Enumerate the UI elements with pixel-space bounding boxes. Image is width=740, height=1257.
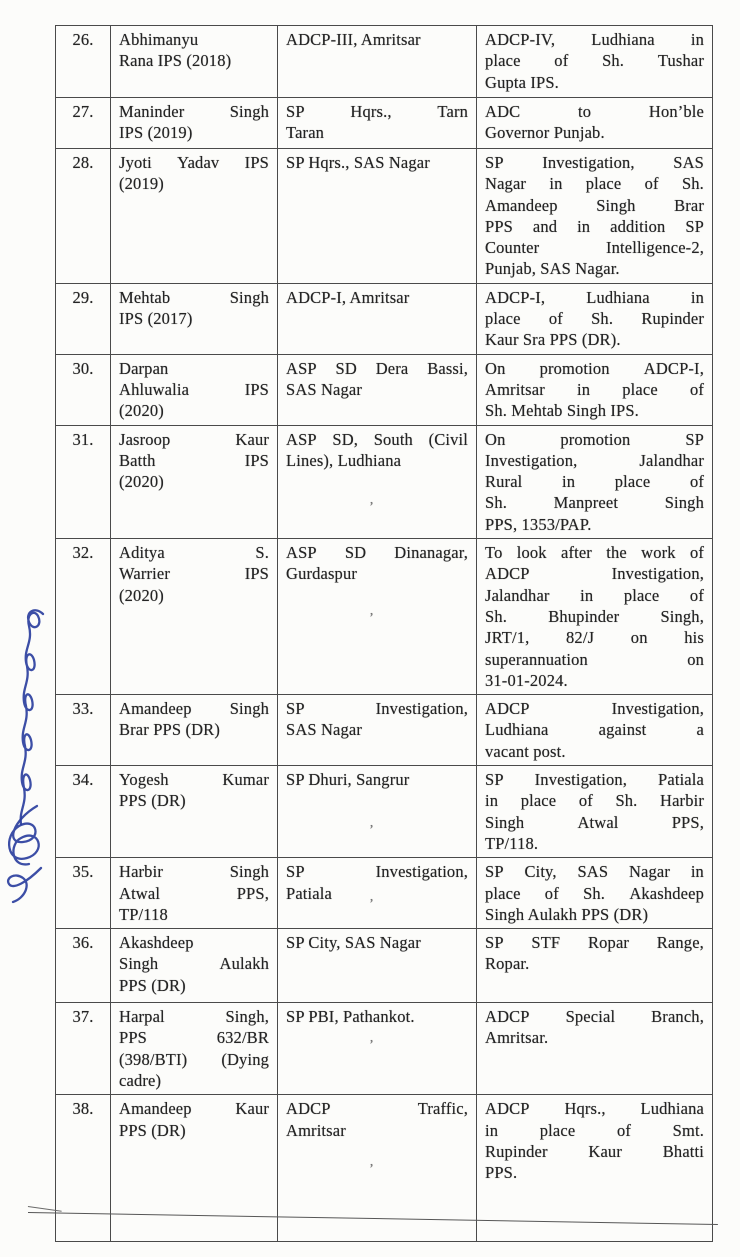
table-row bbox=[56, 929, 713, 1003]
current-posting-cell: SP Hqrs., Tarn Taran bbox=[278, 98, 477, 149]
officer-name-cell: Darpan Ahluwalia IPS (2020) bbox=[111, 354, 278, 425]
current-posting-cell: SP City, SAS Nagar bbox=[278, 929, 477, 1003]
current-posting-cell: SP Investigation, Patiala ʼ bbox=[278, 858, 477, 929]
officer-name-cell: Jasroop Kaur Batth IPS (2020) bbox=[111, 425, 278, 538]
officer-name-cell: Akashdeep Singh Aulakh PPS (DR) bbox=[111, 929, 278, 1003]
table-row bbox=[56, 766, 713, 858]
serial-number-cell: 30. bbox=[56, 354, 111, 425]
serial-number-cell: 37. bbox=[56, 1003, 111, 1095]
new-posting-cell: ADCP Investigation, Ludhiana against a vacant post. bbox=[477, 695, 713, 766]
serial-number-cell: 28. bbox=[56, 149, 111, 284]
new-posting-cell: On promotion ADCP-I, Amritsar in place of Sh. Mehtab Singh IPS. bbox=[477, 354, 713, 425]
current-posting-cell: ASP SD Dera Bassi, SAS Nagar bbox=[278, 354, 477, 425]
new-posting-cell: SP Investigation, Patiala in place of Sh. Harbir Singh Atwal PPS, TP/118. bbox=[477, 766, 713, 858]
officer-name-cell: Harbir Singh Atwal PPS, TP/118 bbox=[111, 858, 278, 929]
serial-number-cell: 33. bbox=[56, 695, 111, 766]
serial-number-cell: 26. bbox=[56, 26, 111, 98]
new-posting-cell: To look after the work of ADCP Investigation, Jalandhar in place of Sh. Bhupinder Singh, JRT/1, 82/J on his superannuation on 31-01-2024. bbox=[477, 539, 713, 695]
new-posting-cell: On promotion SP Investigation, Jalandhar Rural in place of Sh. Manpreet Singh PPS, 1353/PAP. bbox=[477, 425, 713, 538]
officer-name-cell: Maninder Singh IPS (2019) bbox=[111, 98, 278, 149]
new-posting-cell: SP Investigation, SAS Nagar in place of Sh. Amandeep Singh Brar PPS and in addition SP Counter Intelligence-2, Punjab, SAS Nagar. bbox=[477, 149, 713, 284]
table-row bbox=[56, 26, 713, 98]
table-row bbox=[56, 98, 713, 149]
serial-number-cell: 34. bbox=[56, 766, 111, 858]
serial-number-cell: 36. bbox=[56, 929, 111, 1003]
current-posting-cell: ASP SD, South (Civil Lines), Ludhiana ʼ bbox=[278, 425, 477, 538]
current-posting-cell: SP Investigation, SAS Nagar bbox=[278, 695, 477, 766]
new-posting-cell: SP STF Ropar Range, Ropar. bbox=[477, 929, 713, 1003]
officer-name-cell: Abhimanyu Rana IPS (2018) bbox=[111, 26, 278, 98]
new-posting-cell: ADCP Special Branch, Amritsar. bbox=[477, 1003, 713, 1095]
current-posting-cell: SP PBI, Pathankot. ʼ bbox=[278, 1003, 477, 1095]
current-posting-cell: SP Dhuri, Sangrur ʼ bbox=[278, 766, 477, 858]
officer-name-cell: Yogesh Kumar PPS (DR) bbox=[111, 766, 278, 858]
table-row bbox=[56, 354, 713, 425]
new-posting-cell: SP City, SAS Nagar in place of Sh. Akashdeep Singh Aulakh PPS (DR) bbox=[477, 858, 713, 929]
officer-name-cell: Aditya S. Warrier IPS (2020) bbox=[111, 539, 278, 695]
table-row bbox=[56, 858, 713, 929]
serial-number-cell: 35. bbox=[56, 858, 111, 929]
serial-number-cell: 31. bbox=[56, 425, 111, 538]
table-row bbox=[56, 149, 713, 284]
serial-number-cell: 29. bbox=[56, 283, 111, 354]
officer-name-cell: Jyoti Yadav IPS (2019) bbox=[111, 149, 278, 284]
officer-name-cell: Harpal Singh, PPS 632/BR (398/BTI) (Dying cadre) bbox=[111, 1003, 278, 1095]
current-posting-cell: ADCP Traffic, Amritsar ʼ bbox=[278, 1095, 477, 1242]
current-posting-cell: ADCP-I, Amritsar bbox=[278, 283, 477, 354]
table-row bbox=[56, 1003, 713, 1095]
officer-name-cell: Mehtab Singh IPS (2017) bbox=[111, 283, 278, 354]
handwritten-signature bbox=[1, 606, 57, 924]
current-posting-cell: ADCP-III, Amritsar bbox=[278, 26, 477, 98]
officer-name-cell: Amandeep Singh Brar PPS (DR) bbox=[111, 695, 278, 766]
new-posting-cell: ADCP Hqrs., Ludhiana in place of Smt. Rupinder Kaur Bhatti PPS. bbox=[477, 1095, 713, 1242]
current-posting-cell: SP Hqrs., SAS Nagar bbox=[278, 149, 477, 284]
table-row bbox=[56, 1095, 713, 1242]
table-row bbox=[56, 539, 713, 695]
serial-number-cell: 38. bbox=[56, 1095, 111, 1242]
table-row bbox=[56, 695, 713, 766]
new-posting-cell: ADC to Hon’ble Governor Punjab. bbox=[477, 98, 713, 149]
serial-number-cell: 32. bbox=[56, 539, 111, 695]
transfer-orders-table bbox=[55, 25, 713, 1242]
new-posting-cell: ADCP-I, Ludhiana in place of Sh. Rupinder Kaur Sra PPS (DR). bbox=[477, 283, 713, 354]
table-row bbox=[56, 283, 713, 354]
serial-number-cell: 27. bbox=[56, 98, 111, 149]
table-row bbox=[56, 425, 713, 538]
officer-name-cell: Amandeep Kaur PPS (DR) bbox=[111, 1095, 278, 1242]
current-posting-cell: ASP SD Dinanagar, Gurdaspur ʼ bbox=[278, 539, 477, 695]
new-posting-cell: ADCP-IV, Ludhiana in place of Sh. Tushar Gupta IPS. bbox=[477, 26, 713, 98]
